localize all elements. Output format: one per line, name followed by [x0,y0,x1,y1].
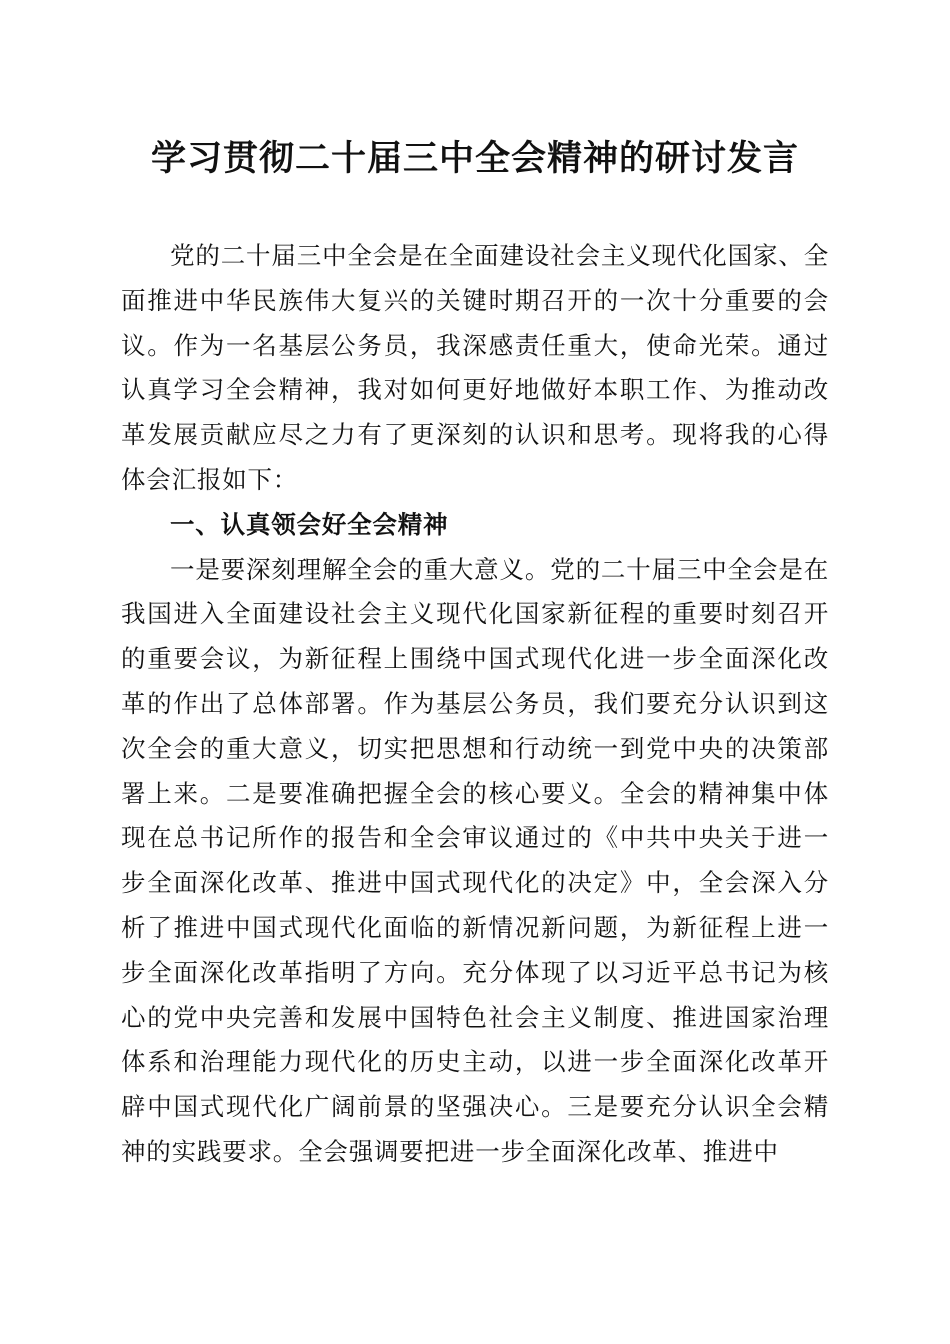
section-heading: 一、认真领会好全会精神 [170,509,449,539]
body-paragraph: 一是要深刻理解全会的重大意义。党的二十届三中全会是在我国进入全面建设社会主义现代化国家新征程的重要时刻召开的重要会议，为新征程上围绕中国式现代化进一步全面深化改革的作出了总体部署。作为基层公务员，我们要充分认识到这次全会的重大意义，切实把思想和行动统一到党中央的决策部署上来。二是要准确把握全会的核心要义。全会的精神集中体现在总书记所作的报告和全会审议通过的《中共中央关于进一步全面深化改革、推进中国式现代化的决定》中，全会深入分析了推进中国式现代化面临的新情况新问题，为新征程上进一步全面深化改革指明了方向。充分体现了以习近平总书记为核心的党中央完善和发展中国特色社会主义制度、推进国家治理体系和治理能力现代化的历史主动，以进一步全面深化改革开辟中国式现代化广阔前景的坚强决心。三是要充分认识全会精神的实践要求。全会强调要把进一步全面深化改革、推进中 [121,554,829,1166]
intro-paragraph: 党的二十届三中全会是在全面建设社会主义现代化国家、全面推进中华民族伟大复兴的关键时期召开的一次十分重要的会议。作为一名基层公务员，我深感责任重大，使命光荣。通过认真学习全会精神，我对如何更好地做好本职工作、为推动改革发展贡献应尽之力有了更深刻的认识和思考。现将我的心得体会汇报如下： [121,241,829,494]
document-body [121,234,829,1175]
document-title: 学习贯彻二十届三中全会精神的研讨发言 [150,138,799,179]
